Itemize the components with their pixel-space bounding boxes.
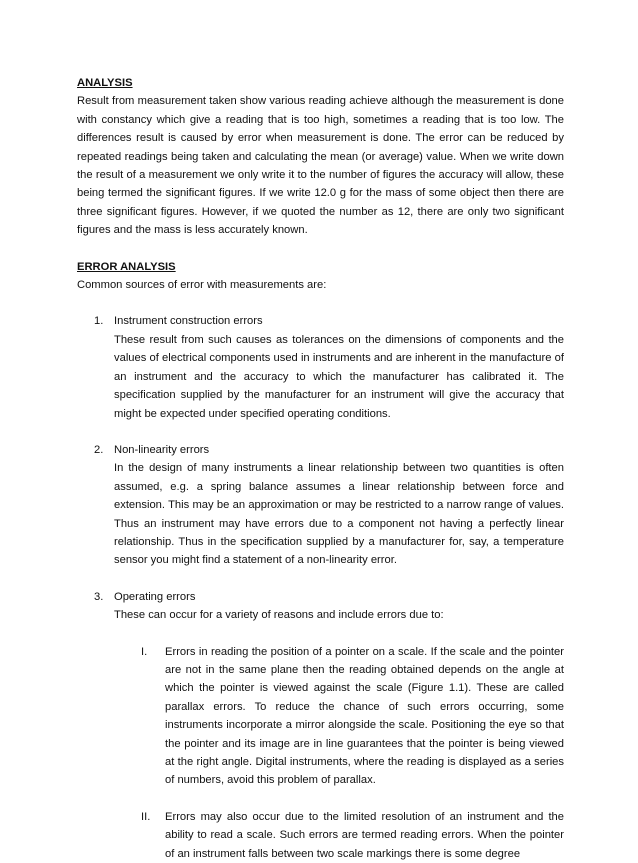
sub-item-text: Errors may also occur due to the limited resolution of an instrument and the ability to read a scale. Such errors are termed reading errors. When the pointer of an instrument falls between two scale markings there is some degree <box>165 810 564 860</box>
item-number: 1. <box>94 315 104 328</box>
analysis-paragraph: Result from measurement taken show various reading achieve although the measurement is done with constancy which give a reading that is too high, sometimes a reading that is too low. The differences result is caused by error when measurement is done. The error can be reduced by repeated readings being taken and calculating the mean (or average) value. When we write down the result of a measurement we only write it to the number of figures the accuracy will allow, these being termed the significant figures. If we write 12.0 g for the mass of some object then there are three significant figures. However, if we quoted the number as 12, there are only two significant figures and the mass is less accurately known. <box>77 95 564 237</box>
document-page <box>77 74 564 863</box>
error-item-instrument-construction <box>94 312 564 422</box>
sub-item-reading-errors <box>141 808 564 863</box>
error-analysis-intro: Common sources of error with measurements are: <box>77 279 327 292</box>
item-body: These can occur for a variety of reasons and include errors due to: <box>114 609 444 622</box>
error-item-operating <box>94 588 564 863</box>
sub-item-numeral: I. <box>141 645 148 658</box>
sub-item-text: Errors in reading the position of a pointer on a scale. If the scale and the pointer are not in the same plane then the reading obtained depends on the angle at which the pointer is viewed against the scale (Figure 1.1). These are called parallax errors. To reduce the chance of such errors occurring, some instruments incorporate a mirror alongside the scale. Positioning the eye so that the pointer and its image are in line guarantees that the pointer is being viewed at the right angle. Digital instruments, where the reading is displayed as a series of numbers, avoid this problem of parallax. <box>165 645 564 787</box>
item-title: Non-linearity errors <box>114 443 210 456</box>
operating-error-sublist <box>141 643 564 863</box>
error-item-non-linearity <box>94 441 564 570</box>
item-body: In the design of many instruments a linear relationship between two quantities is often assumed, e.g. a spring balance assumes a linear relationship between force and extension. This may be an approximation or may be restricted to a narrow range of values. Thus an instrument may have errors due to a component not having a perfectly linear relationship. Thus in the specification supplied by a manufacturer for, say, a temperature sensor you might find a statement of a non-linearity error. <box>114 462 564 567</box>
analysis-heading: ANALYSIS <box>77 77 133 89</box>
item-number: 3. <box>94 590 104 603</box>
error-analysis-heading: ERROR ANALYSIS <box>77 260 176 273</box>
item-number: 2. <box>94 443 104 456</box>
sub-item-numeral: II. <box>141 810 151 823</box>
item-title: Operating errors <box>114 590 196 603</box>
sub-item-parallax <box>141 643 564 790</box>
item-body: These result from such causes as tolerances on the dimensions of components and the values of electrical components used in instruments and are inherent in the manufacture of an instrument and the accuracy to which the manufacturer has calibrated it. The specification supplied by the manufacturer for an instrument will give the accuracy that might be expected under specified operating conditions. <box>114 333 564 420</box>
item-title: Instrument construction errors <box>114 315 263 328</box>
